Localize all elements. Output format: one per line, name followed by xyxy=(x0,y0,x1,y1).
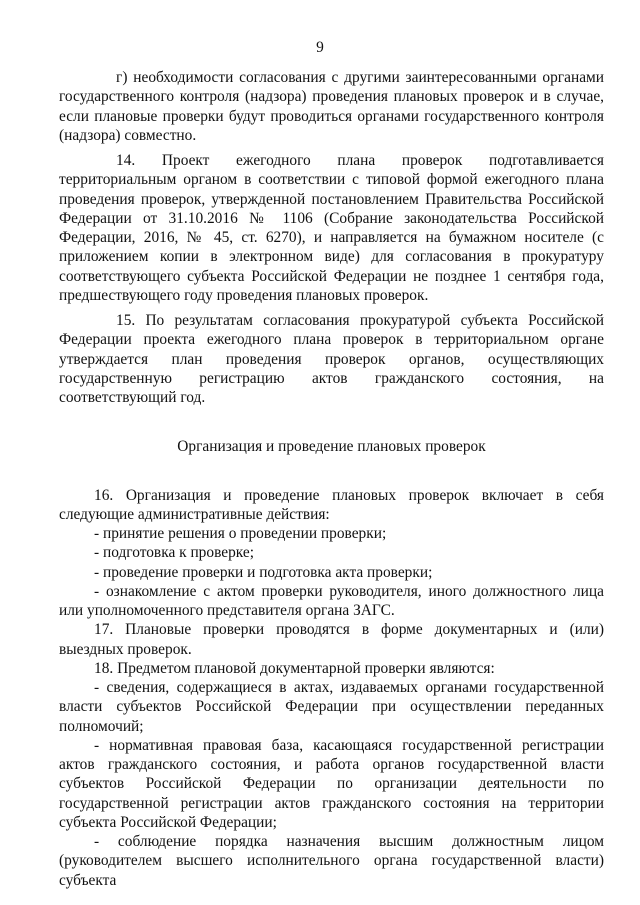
paragraph-16: 16. Организация и проведение плановых проверок включает в себя следующие административные действия: xyxy=(59,486,604,523)
paragraph-17: 17. Плановые проверки проводятся в форме документарных и (или) выездных проверок. xyxy=(59,621,604,658)
document-body xyxy=(59,68,604,890)
list-item: - принятие решения о проведении проверки; xyxy=(94,525,387,542)
paragraph-item-g: г) необходимости согласования с другими заинтересованными органами государственного контроля (надзора) проведения плановых проверок и в случае, если плановые проверки будут проводиться органами государственного контроля (надзора) совместно. xyxy=(59,69,604,144)
list-item: - нормативная правовая база, касающаяся государственной регистрации актов гражданского состояния, и работа органов государственной власти субъектов Российской Федерации по организации деятельности по государственной регистрации актов гражданского состояния на территории субъекта Российской Федерации; xyxy=(59,736,604,831)
paragraph-15: 15. По результатам согласования прокуратурой субъекта Российской Федерации проекта ежегодного плана проверок в территориальном органе утверждается план проведения проверок органов, осуществляющих государственную регистрацию актов гражданского состояния, на соответствующий год. xyxy=(59,312,604,406)
list-item: - подготовка к проверке; xyxy=(94,544,254,562)
list-item: - соблюдение порядка назначения высшим должностным лицом (руководителем высшего исполнительного органа государственной власти) субъекта xyxy=(59,833,604,889)
list-item: - сведения, содержащиеся в актах, издаваемых органами государственной власти субъектов Российской Федерации при осуществлении переданных полномочий; xyxy=(59,679,604,735)
section-heading: Организация и проведение плановых проверок xyxy=(177,438,486,456)
paragraph-14: 14. Проект ежегодного плана проверок подготавливается территориальным органом в соответствии с типовой формой ежегодного плана проведения проверок, утвержденной постановлением Правительства Российской Федерации от 31.10.2016 № 1106 (Собрание законодательства Российской Федерации, 2016, № 45, ст. 6270), и направляется на бумажном носителе (с приложением копии в электронном виде) для согласования в прокуратуру соответствующего субъекта Российской Федерации не позднее 1 сентября года, предшествующего году проведения плановых проверок. xyxy=(59,152,604,304)
list-item: - проведение проверки и подготовка акта проверки; xyxy=(94,563,433,581)
list-item: - ознакомление с актом проверки руководителя, иного должностного лица или уполномоченного представителя органа ЗАГС. xyxy=(59,582,604,619)
page-number: 9 xyxy=(316,39,324,56)
paragraph-18: 18. Предметом плановой документарной проверки являются: xyxy=(94,659,495,677)
